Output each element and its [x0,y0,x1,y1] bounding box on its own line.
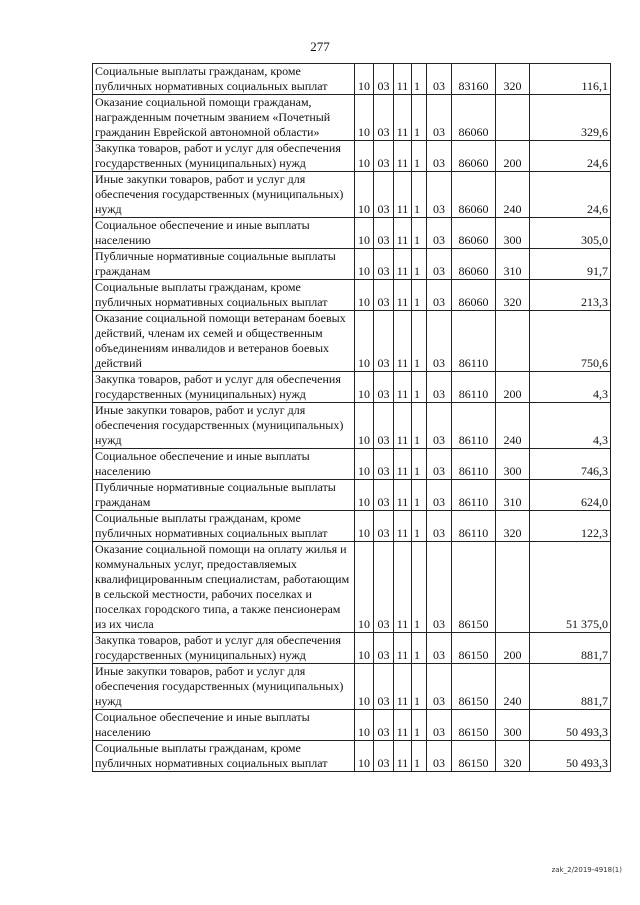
expense-type-code: 310 [496,249,530,280]
subsection-code: 03 [374,664,394,710]
activity-code: 03 [427,710,452,741]
row-name: Социальные выплаты гражданам, кроме публичных нормативных социальных выплат [93,280,355,311]
table-row [93,141,611,172]
expense-type-code: 320 [496,64,530,95]
section-code: 10 [355,664,374,710]
subprogram-code: 1 [412,64,427,95]
amount: 881,7 [530,633,611,664]
section-code: 10 [355,741,374,772]
budget-table [92,63,611,772]
row-name: Социальные выплаты гражданам, кроме публичных нормативных социальных выплат [93,64,355,95]
subsection-code: 03 [374,172,394,218]
table-row [93,511,611,542]
program-code: 11 [394,511,412,542]
subprogram-code: 1 [412,480,427,511]
table-row [93,403,611,449]
activity-code: 03 [427,218,452,249]
row-name: Социальное обеспечение и иные выплаты населению [93,710,355,741]
activity-code: 03 [427,172,452,218]
subsection-code: 03 [374,633,394,664]
expense-type-code: 320 [496,511,530,542]
subsection-code: 03 [374,141,394,172]
expense-type-code: 320 [496,741,530,772]
amount: 746,3 [530,449,611,480]
section-code: 10 [355,449,374,480]
subsection-code: 03 [374,280,394,311]
amount: 305,0 [530,218,611,249]
row-name: Закупка товаров, работ и услуг для обеспечения государственных (муниципальных) нужд [93,141,355,172]
subsection-code: 03 [374,710,394,741]
table-row [93,633,611,664]
subprogram-code: 1 [412,172,427,218]
program-code: 11 [394,311,412,372]
activity-code: 03 [427,664,452,710]
subprogram-code: 1 [412,95,427,141]
direction-code: 86060 [452,141,496,172]
row-name: Публичные нормативные социальные выплаты гражданам [93,480,355,511]
expense-type-code: 320 [496,280,530,311]
section-code: 10 [355,249,374,280]
subsection-code: 03 [374,449,394,480]
amount: 51 375,0 [530,542,611,633]
direction-code: 86060 [452,280,496,311]
section-code: 10 [355,280,374,311]
direction-code: 86150 [452,664,496,710]
subprogram-code: 1 [412,511,427,542]
expense-type-code: 200 [496,372,530,403]
section-code: 10 [355,480,374,511]
table-row [93,249,611,280]
subprogram-code: 1 [412,372,427,403]
expense-type-code: 300 [496,710,530,741]
row-name: Закупка товаров, работ и услуг для обеспечения государственных (муниципальных) нужд [93,372,355,403]
row-name: Социальные выплаты гражданам, кроме публичных нормативных социальных выплат [93,741,355,772]
expense-type-code: 300 [496,218,530,249]
amount: 4,3 [530,403,611,449]
activity-code: 03 [427,633,452,664]
program-code: 11 [394,542,412,633]
amount: 750,6 [530,311,611,372]
direction-code: 86110 [452,372,496,403]
activity-code: 03 [427,449,452,480]
subprogram-code: 1 [412,449,427,480]
row-name: Публичные нормативные социальные выплаты гражданам [93,249,355,280]
amount: 91,7 [530,249,611,280]
program-code: 11 [394,141,412,172]
table-body [93,64,611,772]
activity-code: 03 [427,64,452,95]
program-code: 11 [394,280,412,311]
row-name: Оказание социальной помощи на оплату жилья и коммунальных услуг, предоставляемых квалифицированным специалистам, работающим в сельской местности, рабочих поселках и поселках городского типа, а также пенсионерам из их числа [93,542,355,633]
section-code: 10 [355,403,374,449]
program-code: 11 [394,172,412,218]
activity-code: 03 [427,141,452,172]
activity-code: 03 [427,542,452,633]
row-name: Иные закупки товаров, работ и услуг для обеспечения государственных (муниципальных) нужд [93,403,355,449]
table-row [93,542,611,633]
section-code: 10 [355,710,374,741]
table-row [93,710,611,741]
subprogram-code: 1 [412,403,427,449]
activity-code: 03 [427,403,452,449]
section-code: 10 [355,372,374,403]
direction-code: 86150 [452,633,496,664]
expense-type-code: 300 [496,449,530,480]
amount: 213,3 [530,280,611,311]
expense-type-code [496,311,530,372]
table-row [93,95,611,141]
activity-code: 03 [427,741,452,772]
direction-code: 86110 [452,480,496,511]
program-code: 11 [394,449,412,480]
amount: 624,0 [530,480,611,511]
table-row [93,64,611,95]
document-code: zak_2/2019-4918(1) [551,866,622,874]
row-name: Оказание социальной помощи ветеранам боевых действий, членам их семей и общественным объединениям инвалидов и ветеранов боевых действий [93,311,355,372]
activity-code: 03 [427,311,452,372]
subsection-code: 03 [374,311,394,372]
program-code: 11 [394,95,412,141]
amount: 116,1 [530,64,611,95]
program-code: 11 [394,403,412,449]
activity-code: 03 [427,95,452,141]
section-code: 10 [355,311,374,372]
activity-code: 03 [427,249,452,280]
expense-type-code: 240 [496,664,530,710]
direction-code: 83160 [452,64,496,95]
subsection-code: 03 [374,403,394,449]
subsection-code: 03 [374,542,394,633]
subprogram-code: 1 [412,311,427,372]
section-code: 10 [355,172,374,218]
activity-code: 03 [427,480,452,511]
subsection-code: 03 [374,511,394,542]
subprogram-code: 1 [412,141,427,172]
direction-code: 86060 [452,218,496,249]
expense-type-code: 240 [496,403,530,449]
table-row [93,664,611,710]
section-code: 10 [355,64,374,95]
section-code: 10 [355,218,374,249]
expense-type-code: 240 [496,172,530,218]
activity-code: 03 [427,511,452,542]
table-row [93,172,611,218]
program-code: 11 [394,480,412,511]
subsection-code: 03 [374,480,394,511]
amount: 4,3 [530,372,611,403]
section-code: 10 [355,95,374,141]
amount: 24,6 [530,141,611,172]
subsection-code: 03 [374,741,394,772]
section-code: 10 [355,542,374,633]
subprogram-code: 1 [412,633,427,664]
program-code: 11 [394,741,412,772]
row-name: Социальные выплаты гражданам, кроме публичных нормативных социальных выплат [93,511,355,542]
subprogram-code: 1 [412,280,427,311]
expense-type-code [496,542,530,633]
activity-code: 03 [427,372,452,403]
expense-type-code [496,95,530,141]
table-row [93,372,611,403]
expense-type-code: 310 [496,480,530,511]
direction-code: 86060 [452,249,496,280]
row-name: Иные закупки товаров, работ и услуг для обеспечения государственных (муниципальных) нужд [93,172,355,218]
subprogram-code: 1 [412,249,427,280]
direction-code: 86110 [452,403,496,449]
program-code: 11 [394,664,412,710]
direction-code: 86110 [452,511,496,542]
expense-type-code: 200 [496,141,530,172]
subprogram-code: 1 [412,664,427,710]
expense-type-code: 200 [496,633,530,664]
row-name: Оказание социальной помощи гражданам, награжденным почетным званием «Почетный гражданин Еврейской автономной области» [93,95,355,141]
subprogram-code: 1 [412,741,427,772]
subsection-code: 03 [374,372,394,403]
direction-code: 86150 [452,710,496,741]
row-name: Социальное обеспечение и иные выплаты населению [93,218,355,249]
table-row [93,449,611,480]
subprogram-code: 1 [412,710,427,741]
section-code: 10 [355,141,374,172]
program-code: 11 [394,249,412,280]
program-code: 11 [394,218,412,249]
amount: 881,7 [530,664,611,710]
program-code: 11 [394,710,412,741]
amount: 329,6 [530,95,611,141]
subprogram-code: 1 [412,542,427,633]
section-code: 10 [355,511,374,542]
amount: 24,6 [530,172,611,218]
section-code: 10 [355,633,374,664]
table-row [93,218,611,249]
direction-code: 86110 [452,311,496,372]
subsection-code: 03 [374,249,394,280]
direction-code: 86110 [452,449,496,480]
table-row [93,311,611,372]
amount: 122,3 [530,511,611,542]
amount: 50 493,3 [530,741,611,772]
subprogram-code: 1 [412,218,427,249]
direction-code: 86060 [452,172,496,218]
row-name: Социальное обеспечение и иные выплаты населению [93,449,355,480]
direction-code: 86060 [452,95,496,141]
table-row [93,741,611,772]
page-number: 277 [310,39,330,54]
row-name: Закупка товаров, работ и услуг для обеспечения государственных (муниципальных) нужд [93,633,355,664]
subsection-code: 03 [374,218,394,249]
activity-code: 03 [427,280,452,311]
table-row [93,280,611,311]
program-code: 11 [394,633,412,664]
row-name: Иные закупки товаров, работ и услуг для обеспечения государственных (муниципальных) нужд [93,664,355,710]
program-code: 11 [394,64,412,95]
subsection-code: 03 [374,95,394,141]
direction-code: 86150 [452,542,496,633]
direction-code: 86150 [452,741,496,772]
table-row [93,480,611,511]
amount: 50 493,3 [530,710,611,741]
program-code: 11 [394,372,412,403]
subsection-code: 03 [374,64,394,95]
